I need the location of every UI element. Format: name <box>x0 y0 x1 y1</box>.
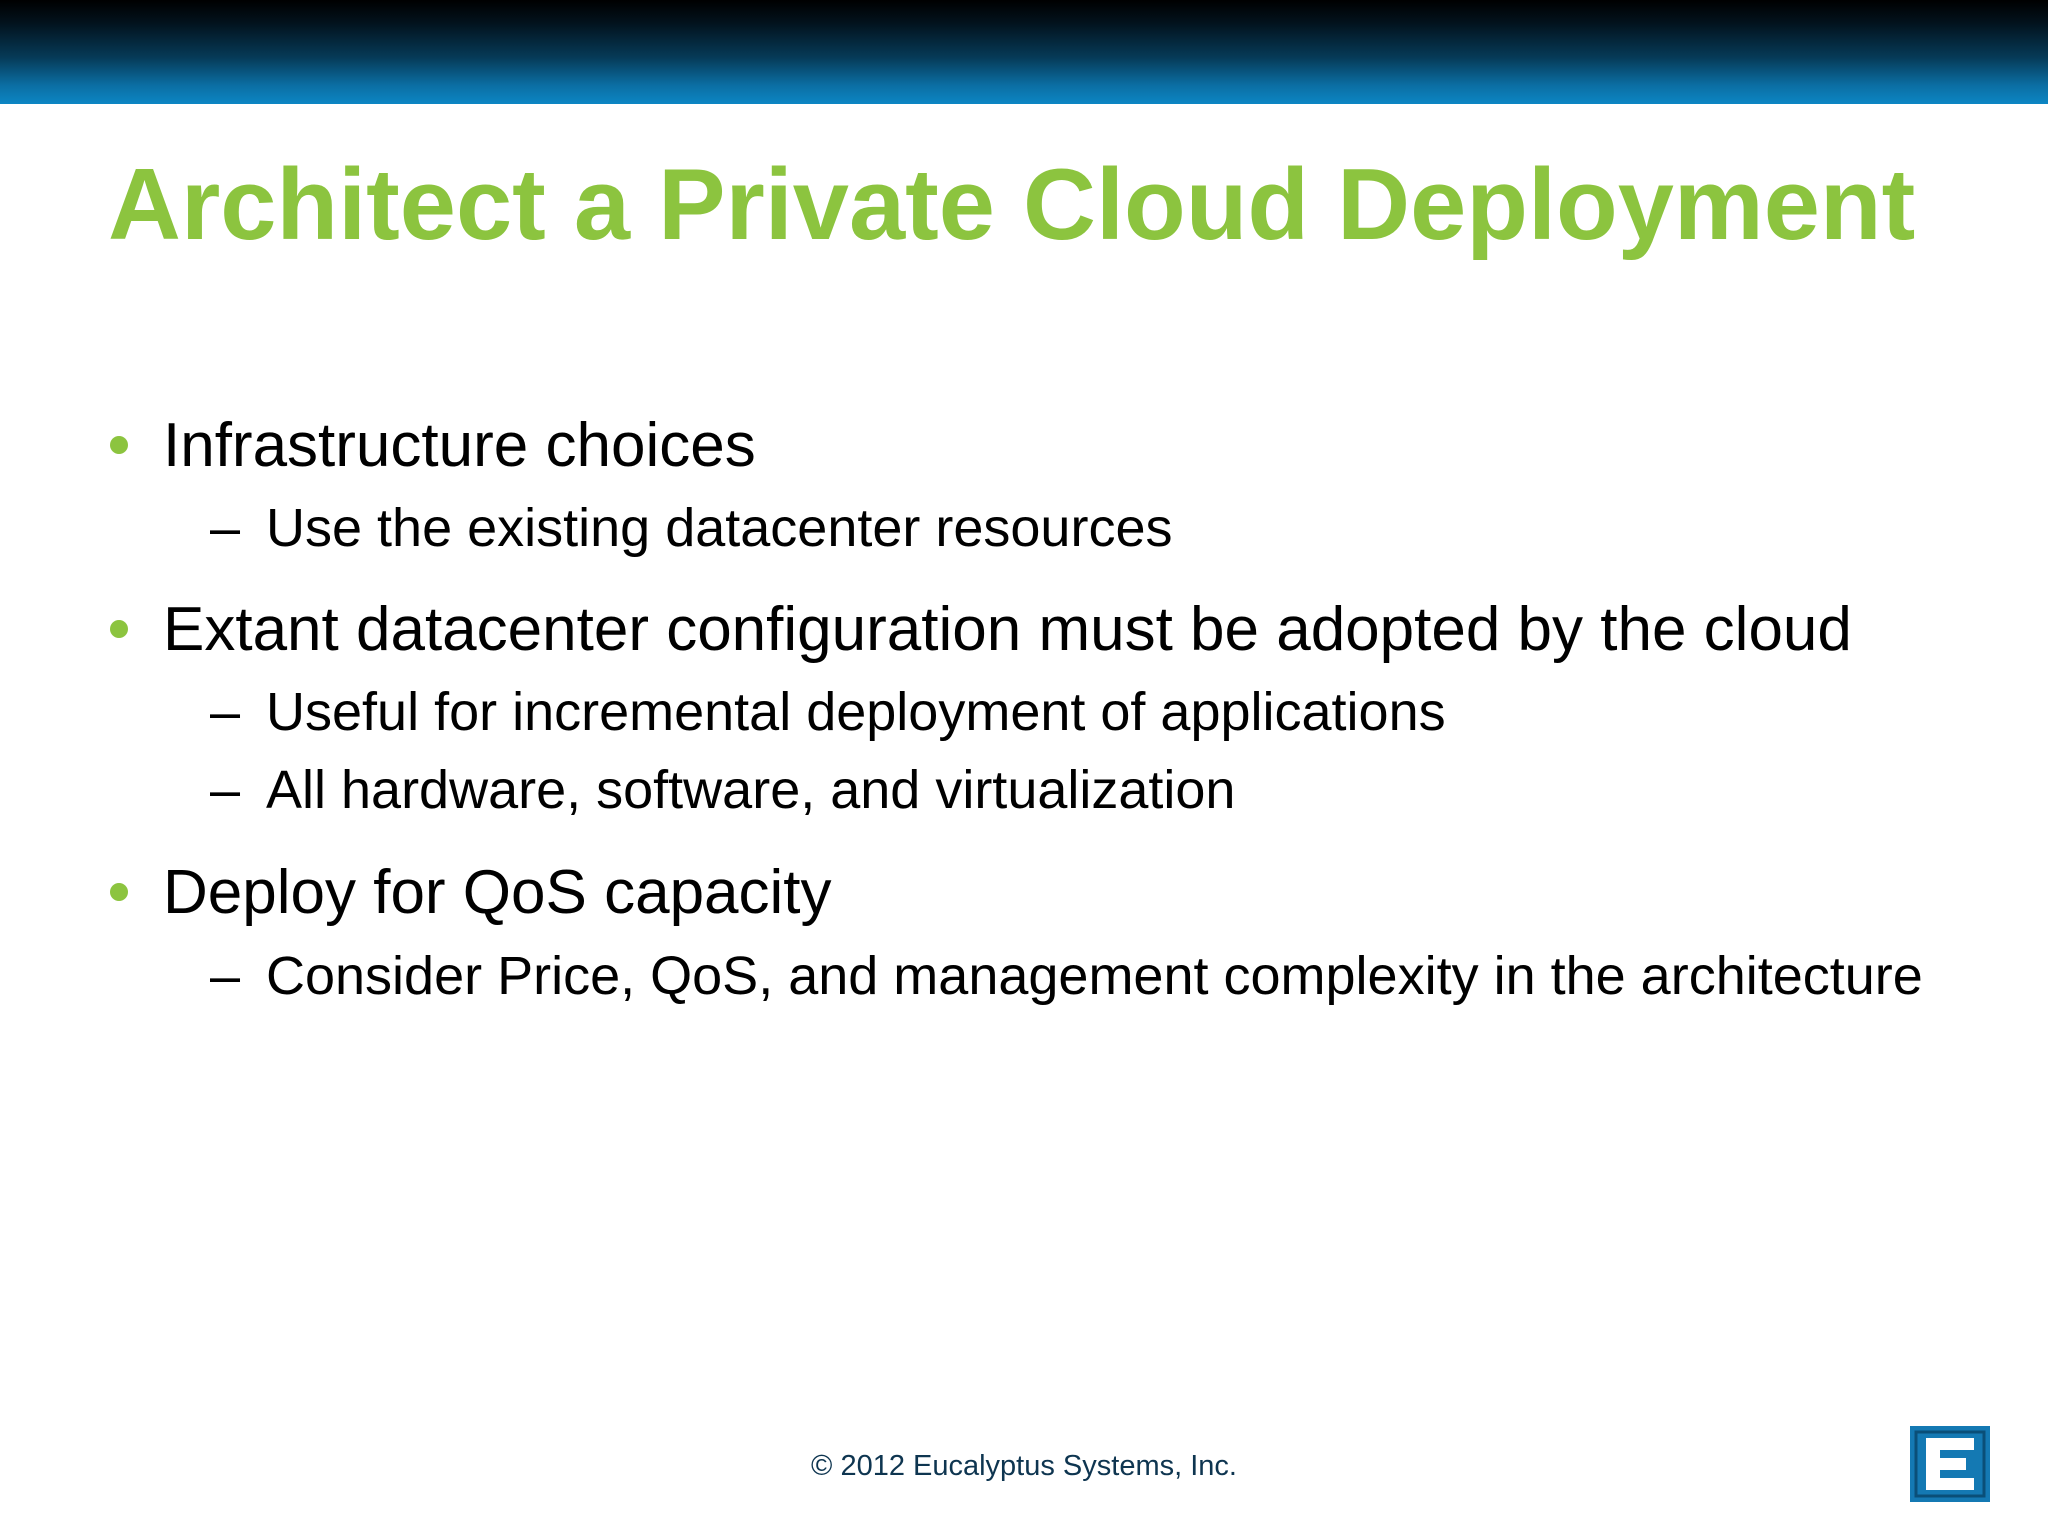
dash-marker: – <box>210 498 241 558</box>
bullet-dot-icon <box>110 436 128 454</box>
bullet-item-1: Infrastructure choices <box>163 411 756 480</box>
sub-bullet-3-1: Consider Price, QoS, and management complexity in the architecture <box>266 946 1923 1006</box>
sub-bullet-2-2: All hardware, software, and virtualization <box>266 760 1236 820</box>
bullet-dot-icon <box>110 620 128 638</box>
eucalyptus-logo-icon <box>1910 1426 1990 1502</box>
dash-marker: – <box>210 946 241 1006</box>
slide-title: Architect a Private Cloud Deployment <box>108 149 1916 261</box>
bullet-dot-icon <box>110 883 128 901</box>
sub-bullet-2-1: Useful for incremental deployment of applications <box>266 682 1446 742</box>
dash-marker: – <box>210 682 241 742</box>
bullet-item-2: Extant datacenter configuration must be adopted by the cloud <box>163 595 1852 664</box>
copyright-footer: © 2012 Eucalyptus Systems, Inc. <box>811 1450 1237 1482</box>
sub-bullet-1-1: Use the existing datacenter resources <box>266 498 1173 558</box>
bullet-item-3: Deploy for QoS capacity <box>163 858 832 927</box>
dash-marker: – <box>210 760 241 820</box>
